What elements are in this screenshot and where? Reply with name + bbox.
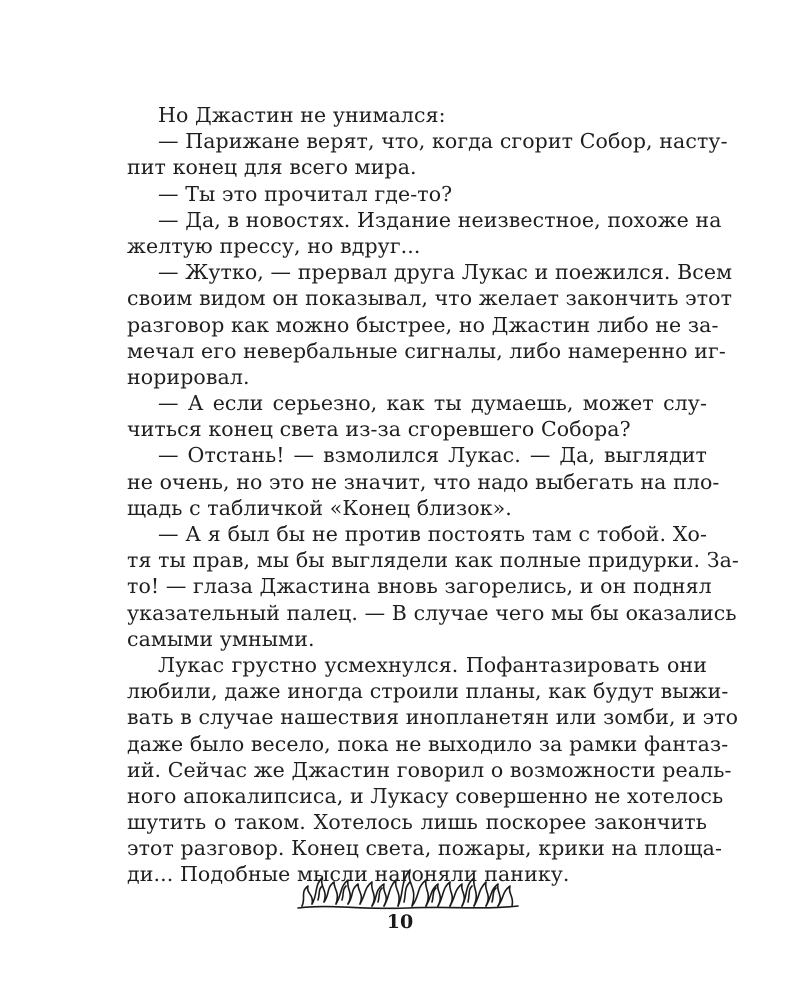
text-line: — Отстань! — взмолился Лукас. — Да, выглядит [158, 443, 707, 468]
text-line: ного апокалипсиса, и Лукасу совершенно не хотелось [127, 783, 724, 808]
text-line: норировал. [127, 364, 250, 389]
text-line: вать в случае нашествия инопланетян или зомби, и это [127, 705, 739, 730]
text-line: мечал его невербальные сигналы, либо намеренно иг- [127, 338, 726, 363]
text-line: — А если серьезно, как ты думаешь, может слу- [158, 391, 707, 416]
text-line: шутить о таком. Хотелось лишь поскорее закончить [127, 810, 707, 835]
text-line: — Жутко, — прервал друга Лукас и поежился. Всем [158, 260, 733, 285]
text-line: не очень, но это не значит, что надо выбегать на пло- [127, 469, 720, 494]
text-line: — А я был бы не против постоять там с тобой. Хо- [158, 522, 707, 546]
page-number: 10 [386, 911, 414, 933]
text-line: даже было весело, пока не выходило за рамки фантаз- [127, 731, 729, 756]
page-body-text [127, 102, 739, 888]
text-line: тя ты прав, мы бы выглядели как полные придурки. За- [127, 548, 739, 573]
text-line: этот разговор. Конец света, пожары, крики на площа- [127, 836, 723, 861]
text-line: указательный палец. — В случае чего мы бы оказались [127, 600, 737, 625]
flame-ornament-icon [292, 864, 524, 916]
text-line: Лукас грустно усмехнулся. Пофантазировать они [158, 652, 707, 677]
text-line: ди... Подобные мысли нагоняли панику. [127, 862, 570, 887]
text-line: щадь с табличкой «Конец близок». [127, 495, 512, 520]
text-line: то! — глаза Джастина вновь загорелись, и он поднял [127, 574, 712, 599]
text-line: пит конец для всего мира. [127, 155, 417, 180]
text-line: своим видом он показывал, что желает закончить этот [127, 286, 733, 311]
text-line: — Парижане верят, что, когда сгорит Собор, насту- [158, 129, 728, 154]
text-line: — Да, в новостях. Издание неизвестное, похоже на [158, 207, 722, 232]
text-line: — Ты это прочитал где-то? [158, 181, 453, 206]
text-line: ий. Сейчас же Джастин говорил о возможности реаль- [127, 757, 732, 782]
text-line: разговор как можно быстрее, но Джастин либо не за- [127, 312, 719, 337]
text-line: любили, даже иногда строили планы, как будут выжи- [127, 679, 729, 704]
text-line: Но Джастин не унимался: [158, 103, 446, 127]
text-line: желтую прессу, но вдруг... [127, 233, 421, 258]
text-line: читься конец света из-за сгоревшего Собора? [127, 417, 631, 442]
text-line: самыми умными. [127, 626, 315, 651]
